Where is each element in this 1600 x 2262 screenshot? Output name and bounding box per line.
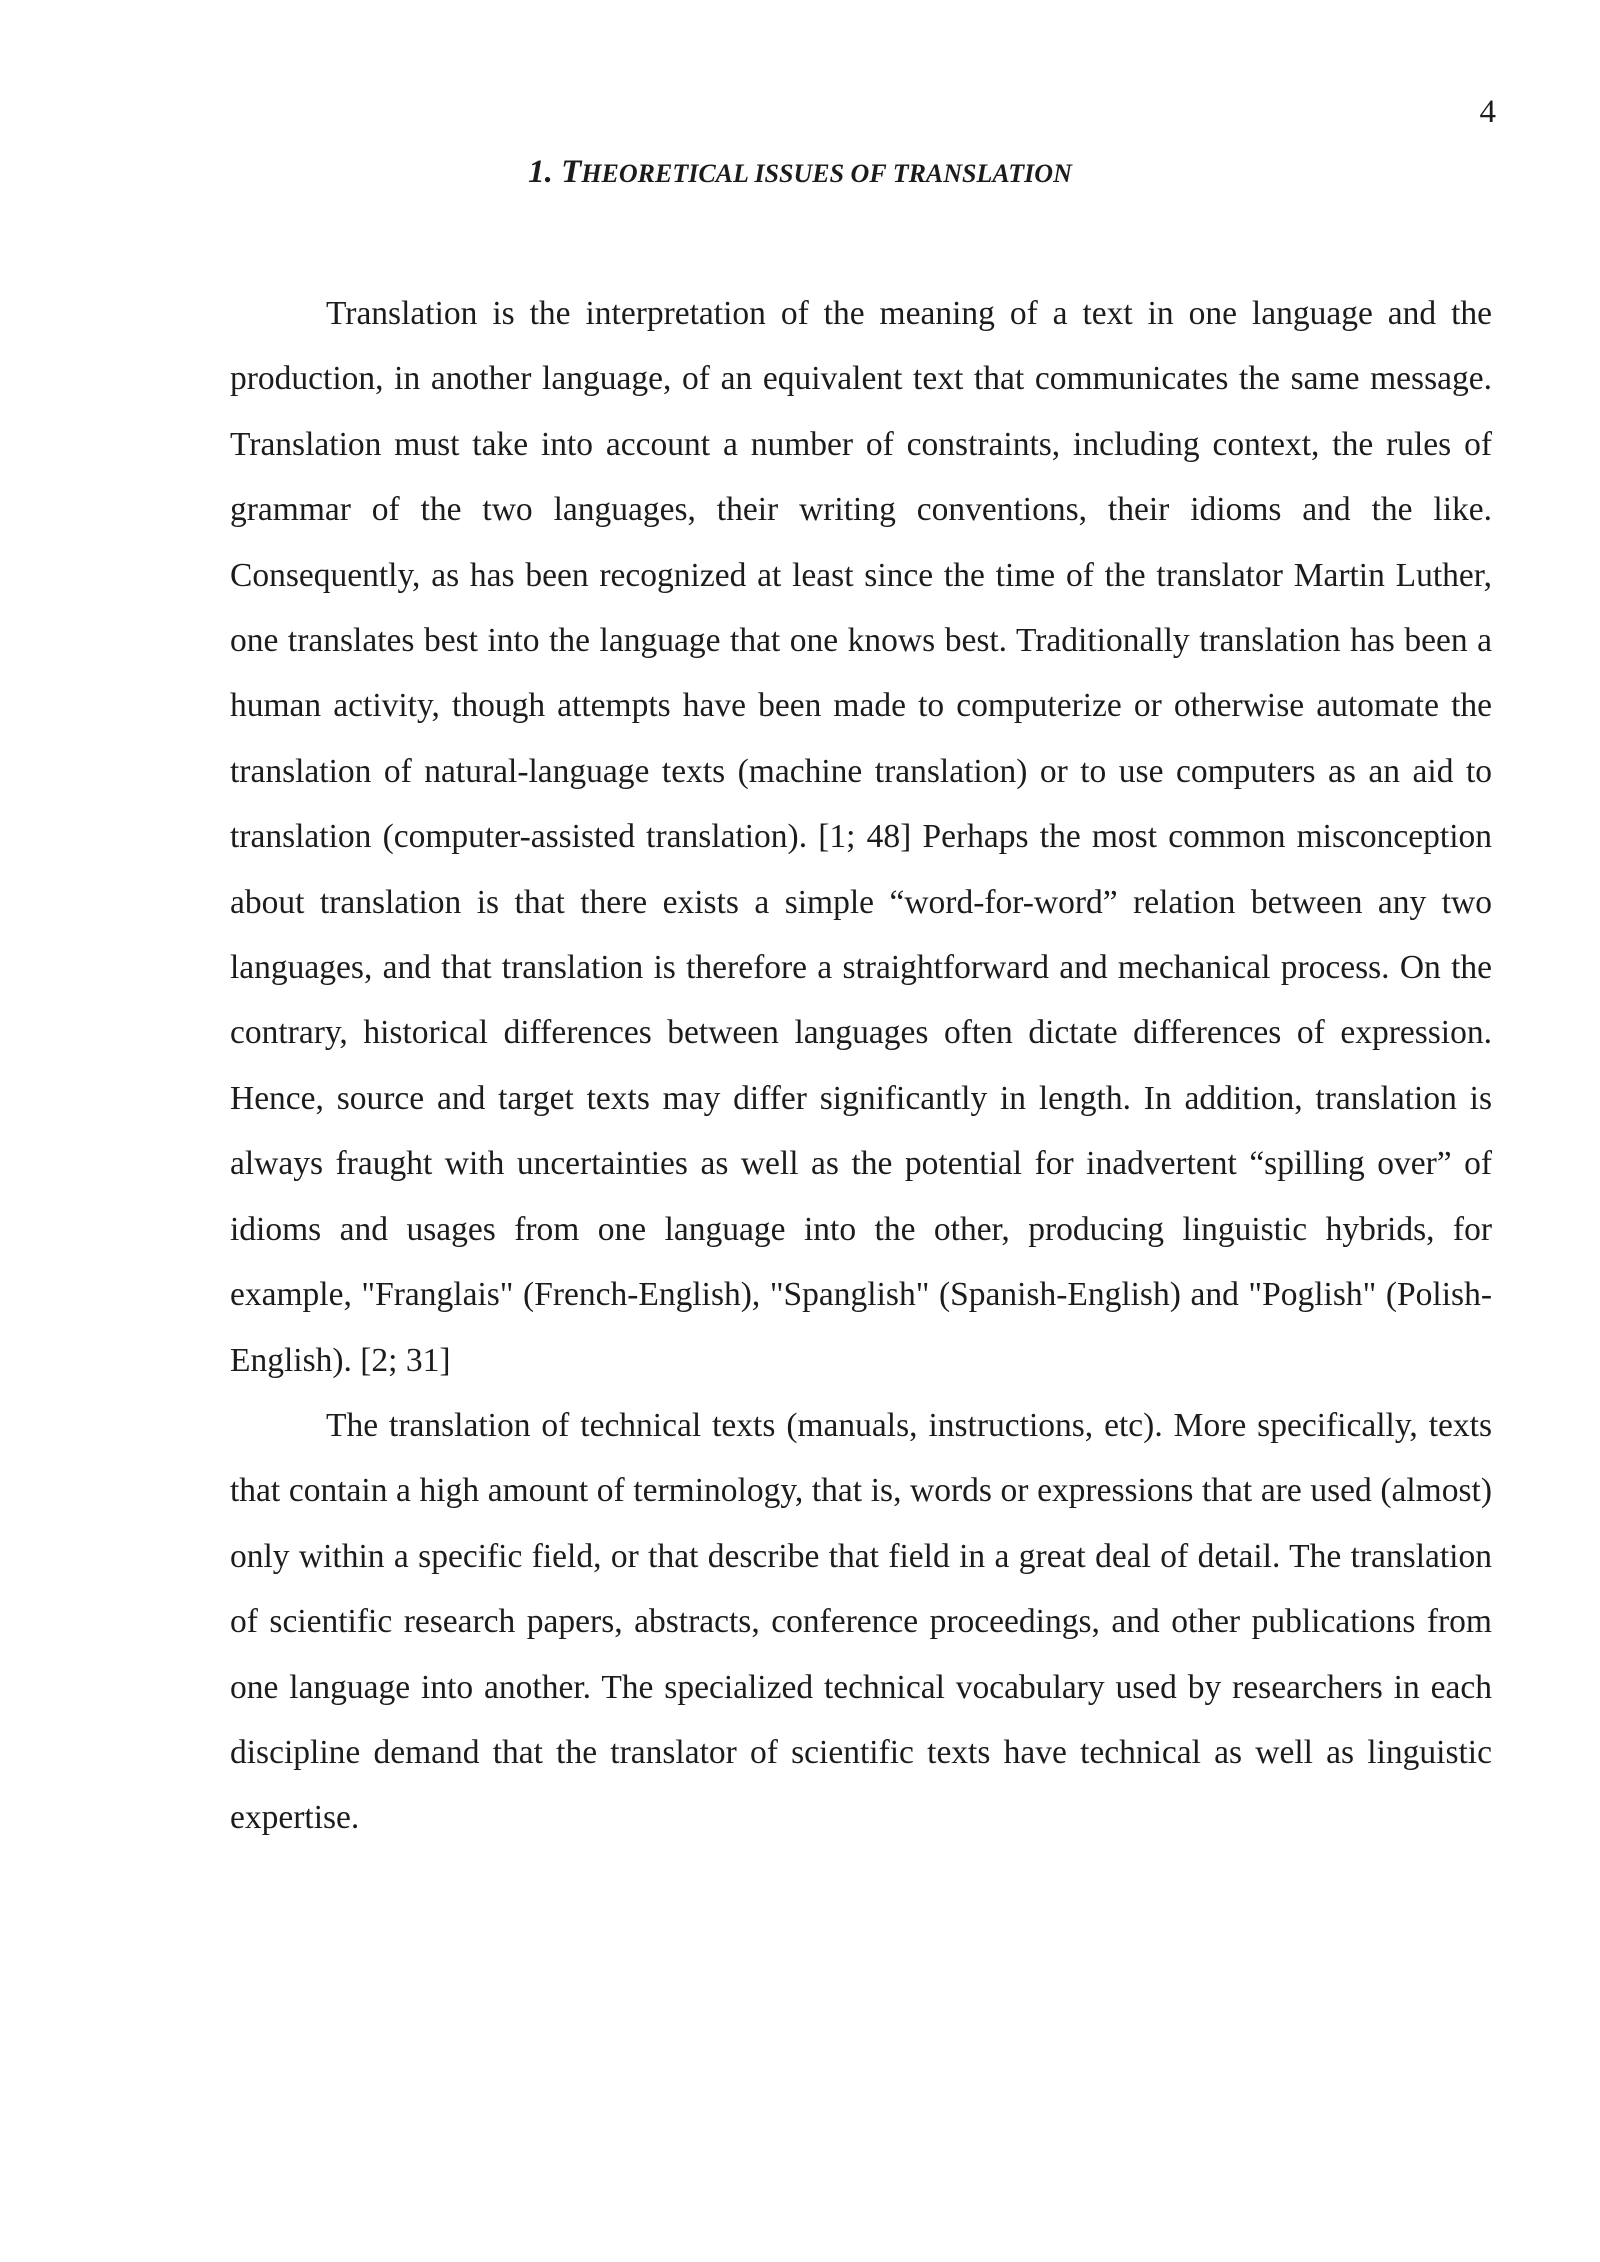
section-heading-initial: T — [561, 154, 582, 190]
page-number: 4 — [1479, 94, 1496, 130]
paragraph-technical-translation: The translation of technical texts (manuals, instructions, etc). More specifically, texts that contain a high amount of terminology, that is, words or expressions that are used (almost) only within a specific field, or that describe that field in a great deal of detail. The translation of scientific research papers, abstracts, conference proceedings, and other publications from one language into another. The specialized technical vocabulary used by researchers in each discipline demand that the translator of scientific texts have technical as well as linguistic expertise. — [230, 1406, 1492, 1837]
section-heading-number: 1. — [528, 154, 553, 190]
section-heading — [0, 156, 1600, 189]
section-heading-rest: HEORETICAL ISSUES OF TRANSLATION — [581, 159, 1072, 188]
body-text — [230, 281, 1492, 1851]
paragraph-translation-definition: Translation is the interpretation of the meaning of a text in one language and the production, in another language, of an equivalent text that communicates the same message. Translation must take into account a number of constraints, including context, the rules of grammar of the two languages, their writing conventions, their idioms and the like. Consequently, as has been recognized at least since the time of the translator Martin Luther, one translates best into the language that one knows best. Traditionally translation has been a human activity, though attempts have been made to computerize or otherwise automate the translation of natural-language texts (machine translation) or to use computers as an aid to translation (computer-assisted translation). [1; 48] Perhaps the most common misconception about translation is that there exists a simple “word-for-word” relation between any two languages, and that translation is therefore a straightforward and mechanical process. On the contrary, historical differences between languages often dictate differences of expression. Hence, source and target texts may differ significantly in length. In addition, translation is always fraught with uncertainties as well as the potential for inadvertent “spilling over” of idioms and usages from one language into the other, producing linguistic hybrids, for example, "Franglais" (French-English), "Spanglish" (Spanish-English) and "Poglish" (Polish-English). [2; 31] — [230, 295, 1492, 1379]
